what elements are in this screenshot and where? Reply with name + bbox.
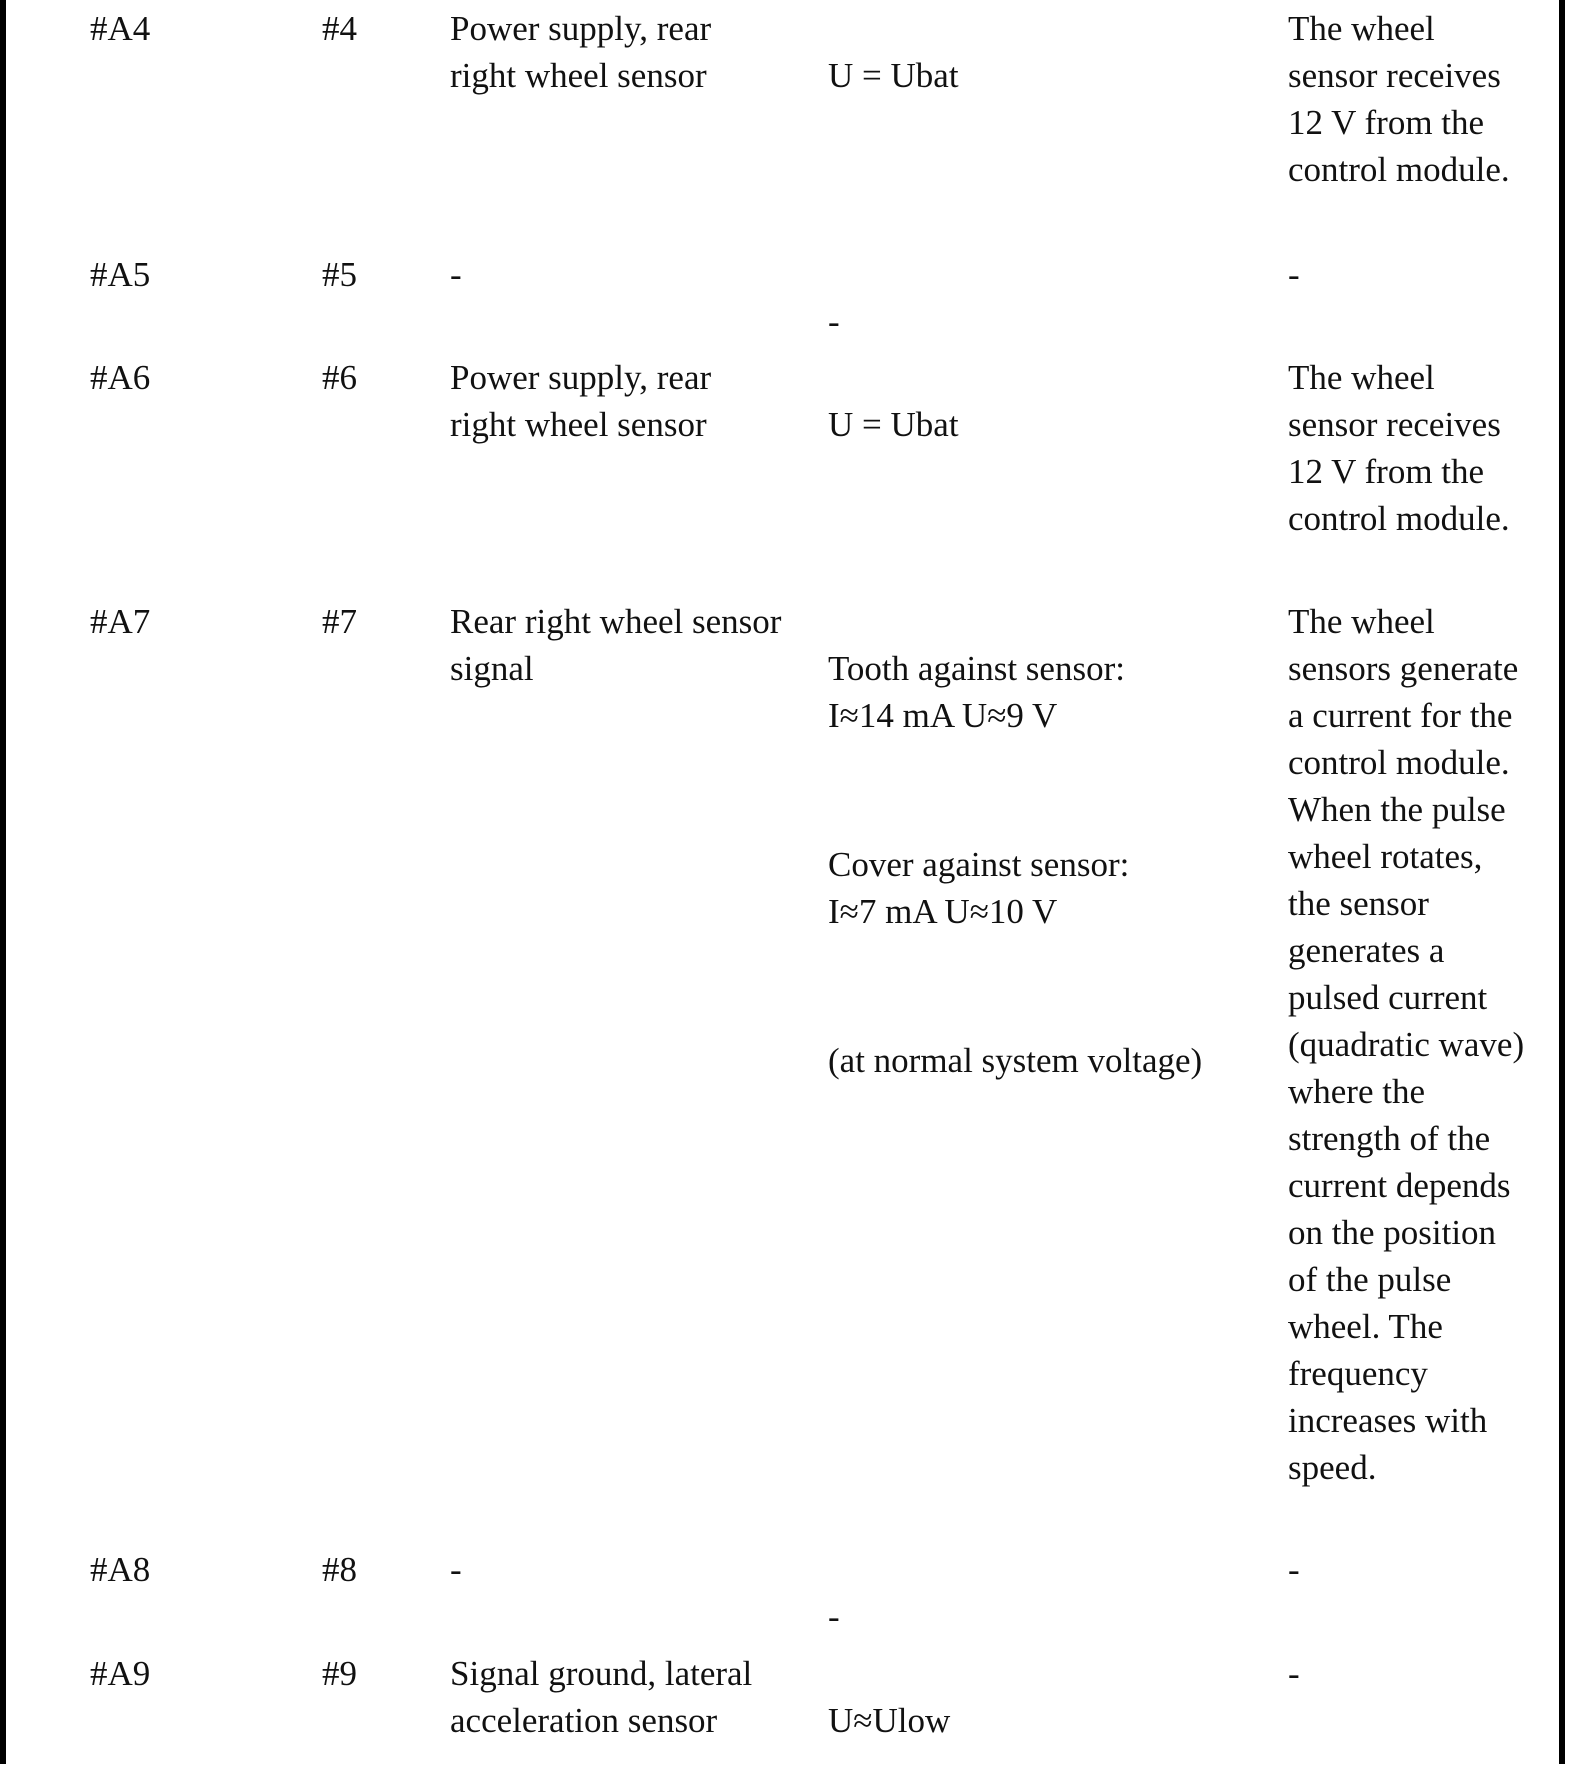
- value-cell: [828, 5, 1258, 146]
- table-left-border: [0, 0, 6, 1764]
- pin-a-cell: #A9: [90, 1654, 151, 1693]
- description-cell: Power supply, rear right wheel sensor: [450, 358, 712, 444]
- pin-a-cell: #A4: [90, 9, 151, 48]
- remark-cell: The wheel sensors generate a current for the control module. When the pulse wheel rotates, the sensor generates a pulsed current (quadratic wave) where the strength of the current depends on the position of the pulse wheel. The frequency increases with speed.: [1288, 602, 1525, 1487]
- pin-a-cell: #A8: [90, 1550, 151, 1589]
- value-text: U = Ubat: [828, 405, 959, 444]
- value-text: (at normal system voltage): [828, 1041, 1203, 1080]
- value-cell: [828, 354, 1258, 495]
- value-cell: [828, 1650, 1258, 1791]
- value-cell: [828, 598, 1258, 1131]
- description-cell: -: [450, 255, 462, 294]
- value-text: -: [828, 1597, 840, 1636]
- pin-a-cell: #A5: [90, 255, 151, 294]
- pin-cell: #5: [322, 255, 357, 294]
- remark-cell: -: [1288, 1654, 1300, 1693]
- value-text: -: [828, 302, 840, 341]
- pin-cell: #4: [322, 9, 357, 48]
- value-text: U = Ubat: [828, 56, 959, 95]
- remark-cell: -: [1288, 255, 1300, 294]
- description-cell: Signal ground, lateral acceleration sensor: [450, 1654, 753, 1740]
- pin-cell: #9: [322, 1654, 357, 1693]
- remark-cell: -: [1288, 1550, 1300, 1589]
- table-right-border: [1559, 0, 1565, 1764]
- pin-cell: #6: [322, 358, 357, 397]
- pin-a-cell: #A6: [90, 358, 151, 397]
- remark-cell: The wheel sensor receives 12 V from the control module.: [1288, 358, 1510, 538]
- pin-cell: #7: [322, 602, 357, 641]
- description-cell: Power supply, rear right wheel sensor: [450, 9, 712, 95]
- remark-cell: The wheel sensor receives 12 V from the control module.: [1288, 9, 1510, 189]
- pin-cell: #8: [322, 1550, 357, 1589]
- value-text: Cover against sensor: I≈7 mA U≈10 V: [828, 845, 1130, 931]
- value-text: Tooth against sensor: I≈14 mA U≈9 V: [828, 649, 1125, 735]
- description-cell: Rear right wheel sensor signal: [450, 602, 782, 688]
- pin-a-cell: #A7: [90, 602, 151, 641]
- value-text: U≈Ulow: [828, 1701, 951, 1740]
- description-cell: -: [450, 1550, 462, 1589]
